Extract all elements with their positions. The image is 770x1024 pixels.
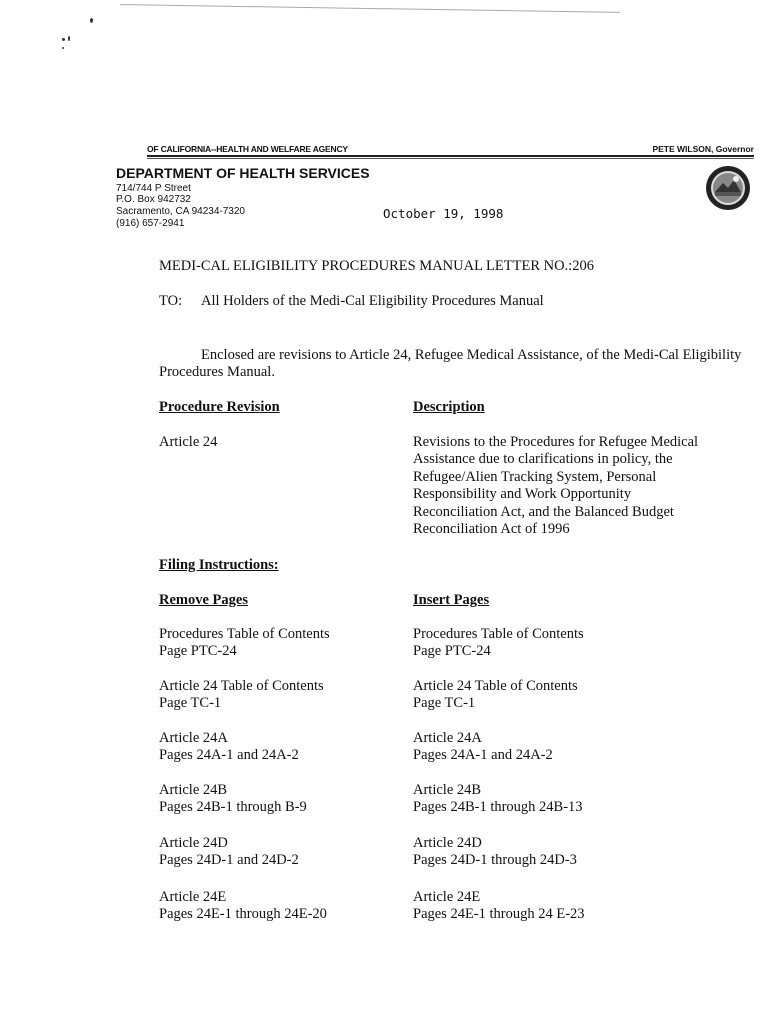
remove-item: Pages 24A-1 and 24A-2 (159, 747, 299, 763)
description-header: Description (413, 399, 485, 415)
state-seal-icon (705, 165, 751, 211)
description-line: Responsibility and Work Opportunity (413, 486, 632, 502)
procedure-revision-value: Article 24 (159, 434, 218, 450)
address-line: P.O. Box 942732 (116, 194, 191, 205)
insert-item: Article 24B (413, 782, 482, 798)
scan-speck (68, 36, 70, 41)
address-line: 714/744 P Street (116, 183, 191, 194)
remove-item: Procedures Table of Contents (159, 626, 330, 642)
insert-item: Page TC-1 (413, 695, 476, 711)
letter-title: MEDI-CAL ELIGIBILITY PROCEDURES MANUAL LETTER NO.:206 (159, 258, 594, 274)
description-line: Reconciliation Act, and the Balanced Budget (413, 504, 674, 520)
insert-item: Page PTC-24 (413, 643, 491, 659)
scan-speck (90, 18, 93, 23)
insert-item: Pages 24D-1 through 24D-3 (413, 852, 577, 868)
remove-item: Pages 24D-1 and 24D-2 (159, 852, 299, 868)
intro-line: Procedures Manual. (159, 364, 275, 380)
remove-item: Article 24B (159, 782, 228, 798)
letterhead-rule-thin (147, 158, 754, 159)
insert-item: Article 24A (413, 730, 482, 746)
description-line: Revisions to the Procedures for Refugee Medical (413, 434, 699, 450)
to-value: All Holders of the Medi-Cal Eligibility Procedures Manual (201, 293, 544, 309)
insert-item: Procedures Table of Contents (413, 626, 584, 642)
scan-line (120, 4, 620, 13)
procedure-revision-header: Procedure Revision (159, 399, 280, 415)
remove-item: Article 24A (159, 730, 228, 746)
governor-line: PETE WILSON, Governor (652, 144, 754, 154)
insert-pages-header: Insert Pages (413, 592, 490, 608)
insert-item: Pages 24B-1 through 24B-13 (413, 799, 583, 815)
description-line: Reconciliation Act of 1996 (413, 521, 570, 537)
filing-instructions-heading (159, 557, 279, 575)
remove-item: Pages 24E-1 through 24E-20 (159, 906, 327, 922)
insert-item: Pages 24A-1 and 24A-2 (413, 747, 553, 763)
insert-item: Pages 24E-1 through 24 E-23 (413, 906, 585, 922)
remove-item: Article 24 Table of Contents (159, 678, 324, 694)
address-line: Sacramento, CA 94234-7320 (116, 206, 245, 217)
scan-speck (62, 47, 64, 49)
remove-item: Pages 24B-1 through B-9 (159, 799, 307, 815)
remove-item: Article 24E (159, 889, 227, 905)
remove-item: Article 24D (159, 835, 228, 851)
remove-item: Page TC-1 (159, 695, 222, 711)
description-line: Refugee/Alien Tracking System, Personal (413, 469, 657, 485)
remove-pages-header: Remove Pages (159, 592, 248, 608)
department-name: DEPARTMENT OF HEALTH SERVICES (116, 165, 370, 181)
insert-item: Article 24 Table of Contents (413, 678, 578, 694)
description-line: Assistance due to clarifications in policy, the (413, 451, 673, 467)
remove-item: Page PTC-24 (159, 643, 237, 659)
insert-item: Article 24D (413, 835, 482, 851)
scan-speck (62, 38, 65, 41)
insert-item: Article 24E (413, 889, 481, 905)
agency-line: OF CALIFORNIA--HEALTH AND WELFARE AGENCY (147, 144, 348, 154)
letter-date: October 19, 1998 (383, 206, 504, 221)
to-label: TO: (159, 293, 183, 309)
address-line: (916) 657-2941 (116, 218, 185, 229)
intro-line: Enclosed are revisions to Article 24, Refugee Medical Assistance, of the Medi-Cal Eligibility (201, 347, 742, 363)
filing-heading-text: Filing Instructions: (159, 557, 279, 573)
letterhead-rule (147, 155, 754, 157)
